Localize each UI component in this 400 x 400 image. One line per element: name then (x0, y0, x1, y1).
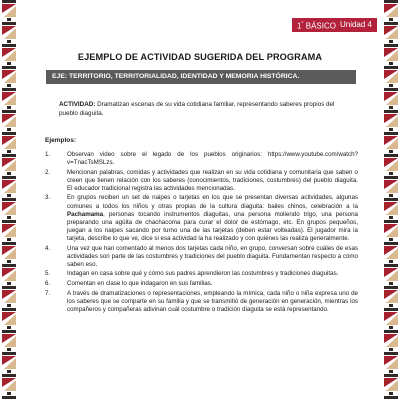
list-item-text: Indagan en casa sobre qué y cómo sus padres aprendieron las costumbres y tradiciones diaguitas. (67, 270, 339, 278)
eje-banner: EJE: TERRITORIO, TERRITORIALIDAD, IDENTIDAD Y MEMORIA HISTÓRICA. (46, 70, 356, 84)
emphasized-term: Pachamama (67, 210, 104, 218)
list-item (45, 245, 358, 269)
decorative-border-right (382, 0, 400, 400)
page-title: EJEMPLO DE ACTIVIDAD SUGERIDA DEL PROGRAMA (77, 52, 323, 62)
list-item-text: Observan video sobre el legado de los pueblos originarios: https://www.youtube.com/watch?v=TnacTsMSLzs. (67, 151, 358, 167)
list-item-number: 7. (45, 289, 51, 297)
list-item-number: 4. (45, 244, 51, 252)
grade-level: 1° BÁSICO (297, 20, 336, 31)
list-item (45, 169, 358, 193)
video-link[interactable]: https://www.youtube.com/watch?v=TnacTsMSLzs (67, 151, 358, 167)
list-item (45, 280, 358, 288)
list-item-number: 2. (45, 168, 51, 176)
activity-description (59, 101, 349, 118)
list-item-text: En grupos reciben un set de naipes o tarjetas en los que se presentan diversas actividades, algunas comunes a todos los niños y otras propias de la cultura diaguita: bailes chinos, celebración a la Pachamama, personas tocando instrumentos diaguitas, una persona moliendo trigo, una persona preparando una agüita de chachacoma para curar el dolor de estómago, etc. En grupos pequeños, juegan a los naipes sacando por turno una de las tarjetas (deben estar volteadas). El jugador mira la tarjeta, describe lo que ve, dice si esa actividad la ha realizado y con quiénes las realiza generalmente. (67, 194, 358, 242)
list-item (45, 290, 358, 314)
list-item (45, 270, 358, 278)
list-item-number: 6. (45, 279, 51, 287)
list-item-number: 3. (45, 194, 51, 202)
list-item-number: 1. (45, 151, 51, 158)
list-item (45, 194, 358, 243)
list-item-number: 5. (45, 270, 51, 278)
list-item-text: Comentan en clase lo que indagaron en sus familias. (67, 279, 213, 287)
unit-label: Unidad 4 (339, 20, 372, 29)
grade-unit-badge (292, 18, 377, 32)
examples-list (45, 151, 358, 315)
list-item-text: Una vez que han comentado al menos dos tarjetas cada niño, en grupo, conversan sobre cuáles de esas actividades son parte de las costumbres y tradiciones del pueblo diaguita. Fundamentan respecto a cómo saben eso. (67, 244, 358, 268)
activity-text: Dramatizan escenas de su vida cotidiana familiar, representando saberes propios del pueblo diaguita. (59, 101, 335, 117)
examples-heading: Ejemplos: (45, 137, 77, 144)
decorative-border-left (0, 0, 18, 400)
list-item-text: Mencionan palabras, comidas y actividades que realizan en su vida cotidiana y comunitaria que saben o creen que tienen relación con los saberes (conocimientos, tradiciones, costumbres) del pueblo diaguita. El educador tradicional registra las actividades mencionadas. (67, 168, 358, 192)
activity-label: ACTIVIDAD: (59, 101, 96, 108)
list-item-text: A través de dramatizaciones o representaciones, empleando la mímica, cada niño o niña expresa uno de los saberes que se comparte en su familia y que se transmitió de generación en generación, mientras los compañeros y compañeras adivinan cuál costumbre o tradición diaguita se está representando. (67, 289, 358, 313)
list-item (45, 151, 358, 167)
